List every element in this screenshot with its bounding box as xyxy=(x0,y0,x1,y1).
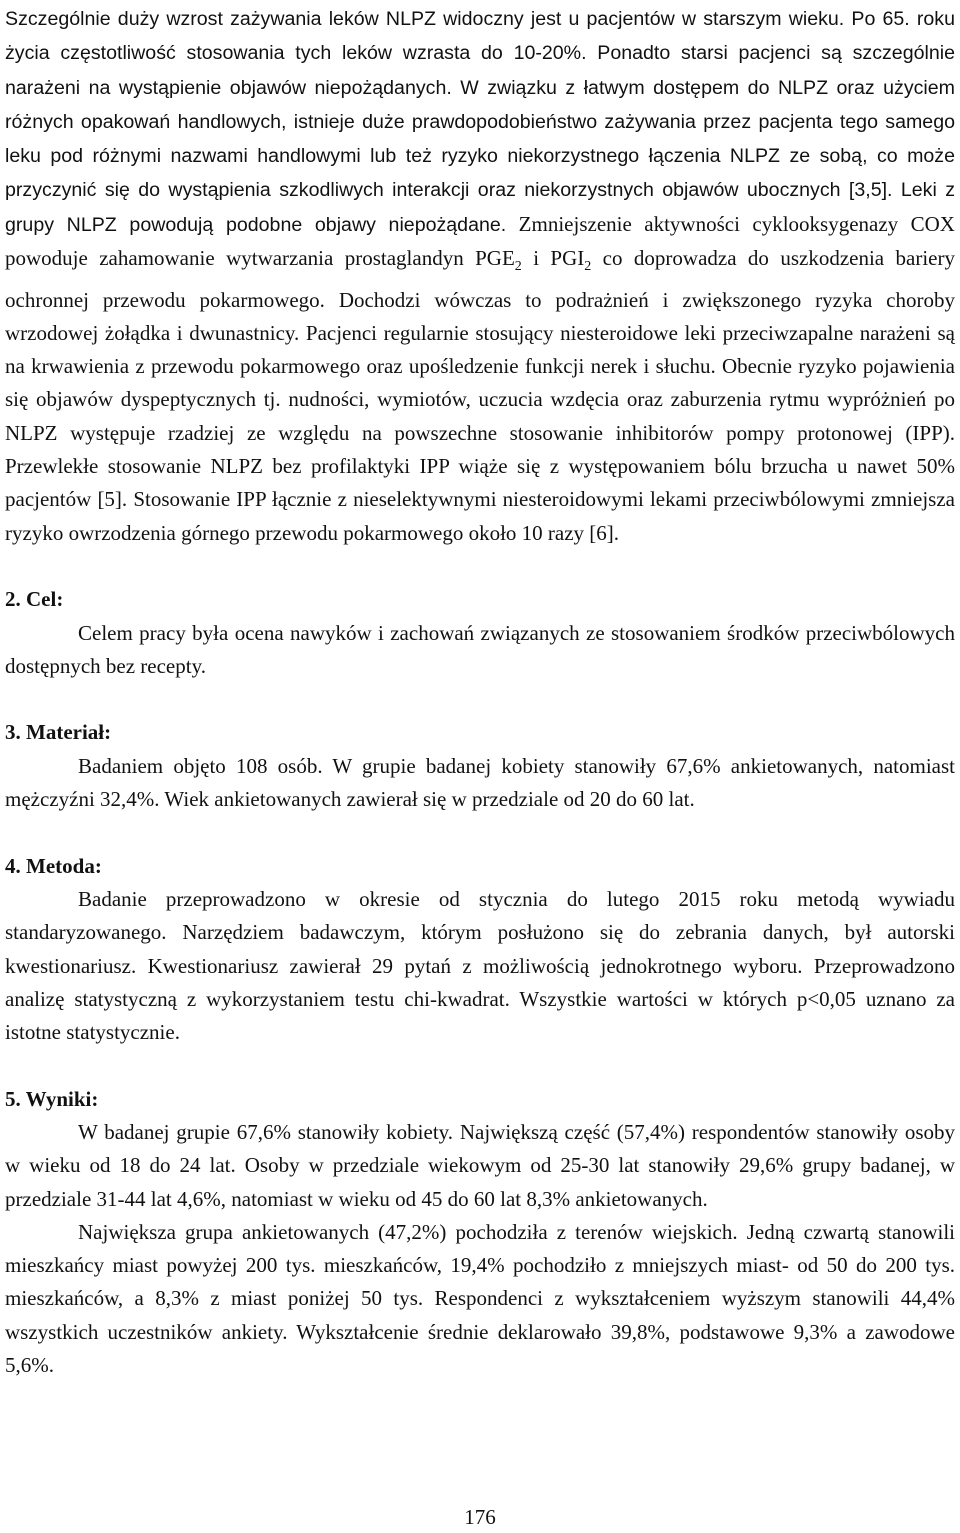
section-paragraph-material: Badaniem objęto 108 osób. W grupie badanej kobiety stanowiły 67,6% ankietowanych, natomiast mężczyźni 32,4%. Wiek ankietowanych zawierał się w przedziale od 20 do 60 lat. xyxy=(5,753,955,812)
section-paragraph-wyniki-2: Największa grupa ankietowanych (47,2%) pochodziła z terenów wiejskich. Jedną czwartą stanowili mieszkańcy miast powyżej 200 tys. mieszkańców, 19,4% pochodziło z mniejszych miast- od 50 do 200 tys. mieszkańców, a 8,3% z miast poniżej 50 tys. Respondenci z wykształceniem wyższym stanowili 44,4% wszystkich uczestników ankiety. Wykształcenie średnie deklarowało 39,8%, podstawowe 9,3% a zawodowe 5,6%. xyxy=(5,1219,955,1378)
intro-text-b: i PGI xyxy=(521,246,585,271)
page-number: 176 xyxy=(464,1505,496,1529)
section-paragraph-metoda: Badanie przeprowadzono w okresie od stycznia do lutego 2015 roku metodą wywiadu standaryzowanego. Narzędziem badawczym, którym posłużono się do zebrania danych, był autorski kwestionariusz. Kwestionariusz zawierał 29 pytań z możliwością jednokrotnego wyboru. Przeprowadzono analizę statystyczną z wykorzystaniem testu chi-kwadrat. Wszystkie wartości w których p<0,05 uznano za istotne statystycznie. xyxy=(5,886,955,1045)
section-heading-material: 3. Materiał: xyxy=(5,720,112,745)
document-page xyxy=(5,2,955,1382)
section-heading-wyniki: 5. Wyniki: xyxy=(5,1086,99,1111)
subscript-pge: 2 xyxy=(514,259,522,275)
section-heading-cel: 2. Cel: xyxy=(5,587,64,612)
section-paragraph-cel: Celem pracy była ocena nawyków i zachowań związanych ze stosowaniem środków przeciwbólowych dostępnych bez recepty. xyxy=(5,620,955,678)
section-paragraph-wyniki-1: W badanej grupie 67,6% stanowiły kobiety. Największą część (57,4%) respondentów stanowiły osoby w wieku od 18 do 24 lat. Osoby w przedziale wiekowym od 25-30 lat stanowiły 29,6% grupy badanej, w przedziale 31-44 lat 4,6%, natomiast w wieku od 45 do 60 lat 8,3% ankietowanych. xyxy=(5,1119,955,1211)
intro-text-a: Zmniejszenie aktywności cyklooksygenazy COX powoduje zahamowanie wytwarzania prostaglandyn PGE xyxy=(5,211,955,271)
intro-text-sans: Szczególnie duży wzrost zażywania leków NLPZ widoczny jest u pacjentów w starszym wieku. Po 65. roku życia częstotliwość stosowania tych leków wzrasta do 10-20%. Ponadto starsi pacjenci są szczególnie narażeni na wystąpienie objawów niepożądanych. W związku z łatwym dostępem do NLPZ oraz użyciem różnych opakowań handlowych, istnieje duże prawdopodobieństwo zażywania przez pacjenta tego samego leku pod różnymi nazwami handlowymi lub też ryzyko niekorzystnego łączenia NLPZ ze sobą, co może przyczynić się do wystąpienia szkodliwych interakcji oraz niekorzystnych objawów ubocznych [3,5]. Leki z grupy NLPZ powodują podobne objawy niepożądane. xyxy=(5,8,955,236)
section-heading-metoda: 4. Metoda: xyxy=(5,853,102,878)
subscript-pgi: 2 xyxy=(584,259,592,275)
intro-paragraph xyxy=(5,2,955,550)
intro-text-c: co doprowadza do uszkodzenia bariery ochronnej przewodu pokarmowego. Dochodzi wówczas to podrażnień i zwiększonego ryzyka choroby wrzodowej żołądka i dwunastnicy. Pacjenci regularnie stosujący niesteroidowe leki przeciwzapalne narażeni są na krwawienia z przewodu pokarmowego oraz upośledzenie funkcji nerek i słuchu. Obecnie ryzyko pojawienia się objawów dyspeptycznych tj. nudności, wymiotów, uczucia wzdęcia oraz zaburzenia rytmu wypróżnień po NLPZ występuje rzadziej ze względu na powszechne stosowanie inhibitorów pompy protonowej (IPP). Przewlekłe stosowanie NLPZ bez profilaktyki IPP wiąże się z występowaniem bólu brzucha u nawet 50% pacjentów [5]. Stosowanie IPP łącznie z nieselektywnymi niesteroidowymi lekami przeciwbólowymi zmniejsza ryzyko owrzodzenia górnego przewodu pokarmowego około 10 razy [6]. xyxy=(5,246,955,545)
